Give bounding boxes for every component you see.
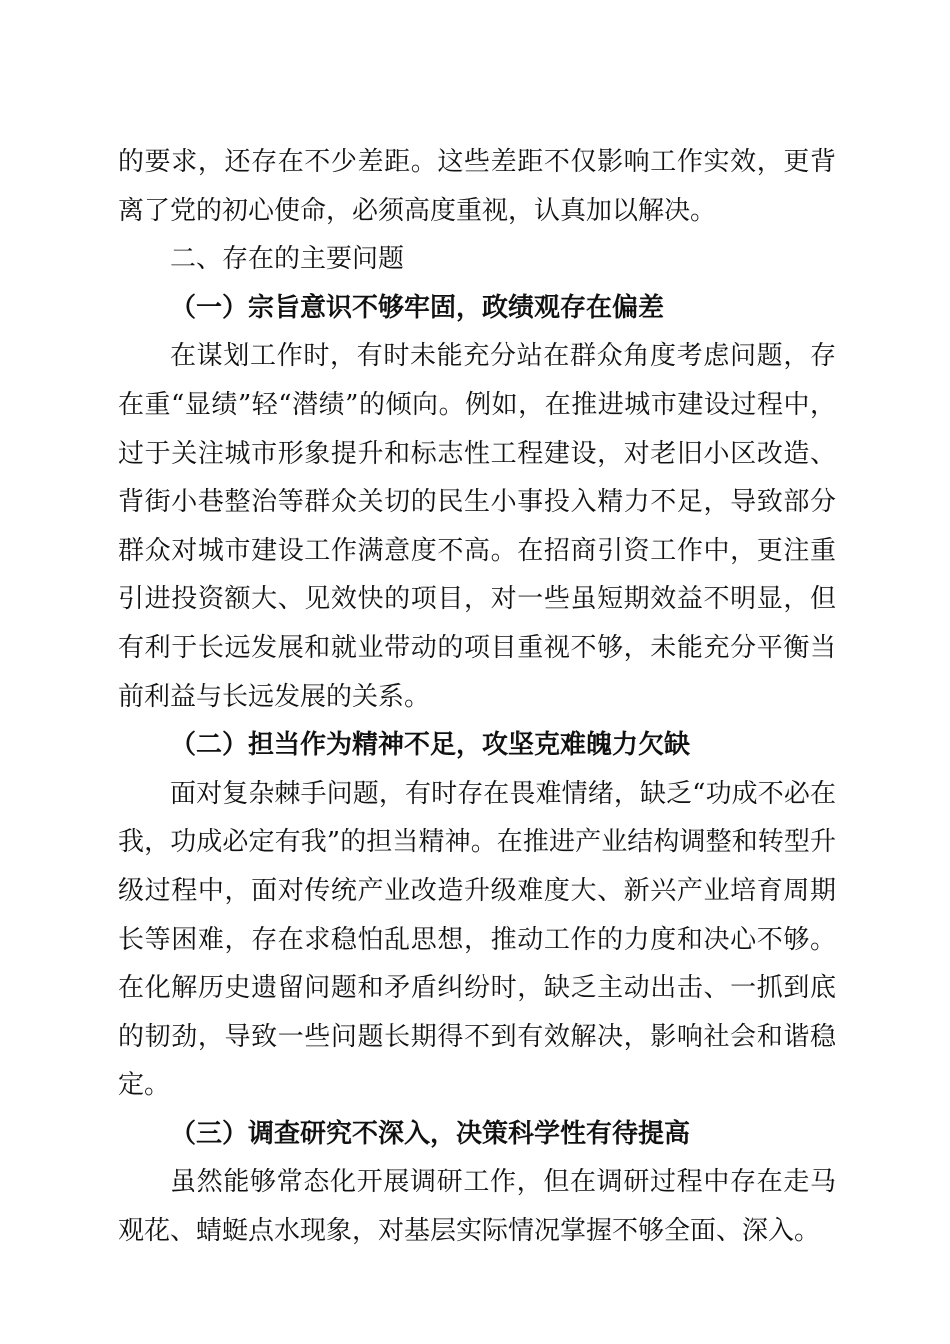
subsection-heading-1: （一）宗旨意识不够牢固，政绩观存在偏差 xyxy=(170,292,665,323)
subsection-body-1: 在谋划工作时，有时未能充分站在群众角度考虑问题，存在重“显绩”轻“潜绩”的倾向。例如，在推进城市建设过程中，过于关注城市形象提升和标志性工程建设，对老旧小区改造、背街小巷整治等群众关切的民生小事投入精力不足，导致部分群众对城市建设工作满意度不高。在招商引资工作中，更注重引进投资额大、见效快的项目，对一些虽短期效益不明显，但有利于长远发展和就业带动的项目重视不够，未能充分平衡当前利益与长远发展的关系。 xyxy=(118,341,836,712)
subsection-body-2: 面对复杂棘手问题，有时存在畏难情绪，缺乏“功成不必在我，功成必定有我”的担当精神。在推进产业结构调整和转型升级过程中，面对传统产业改造升级难度大、新兴产业培育周期长等困难，存在求稳怕乱思想，推动工作的力度和决心不够。在化解历史遗留问题和矛盾纠纷时，缺乏主动出击、一抓到底的韧劲，导致一些问题长期得不到有效解决，影响社会和谐稳定。 xyxy=(118,778,836,1101)
section-heading: 二、存在的主要问题 xyxy=(170,244,405,275)
subsection-body-3: 虽然能够常态化开展调研工作，但在调研过程中存在走马观花、蜻蜓点水现象，对基层实际情况掌握不够全面、深入。 xyxy=(118,1167,836,1247)
subsection-heading-2: （二）担当作为精神不足，攻坚克难魄力欠缺 xyxy=(170,730,691,761)
document-body xyxy=(118,138,836,1256)
intro-continued-paragraph: 的要求，还存在不少差距。这些差距不仅影响工作实效，更背离了党的初心使命，必须高度重视，认真加以解决。 xyxy=(118,147,836,226)
subsection-heading-3: （三）调查研究不深入，决策科学性有待提高 xyxy=(170,1118,691,1149)
